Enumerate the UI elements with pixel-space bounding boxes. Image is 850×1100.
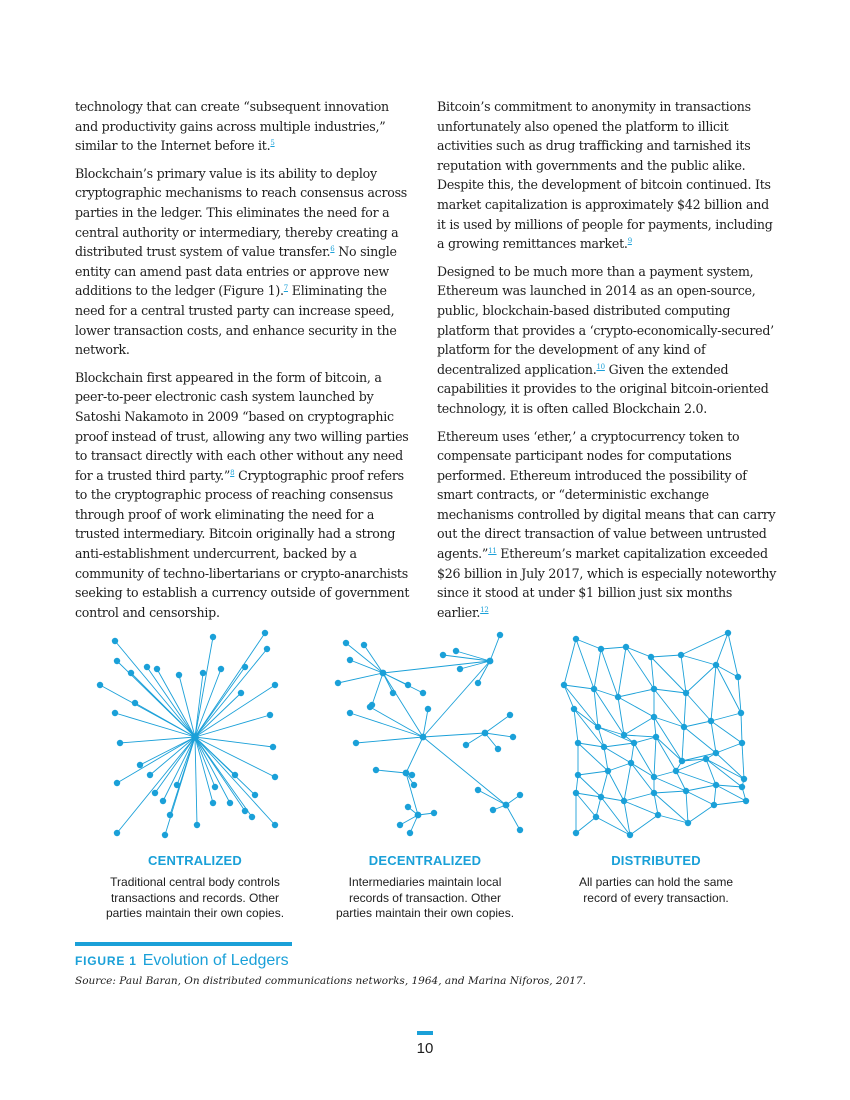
network-link — [654, 791, 686, 793]
network-node — [651, 774, 657, 780]
network-node — [347, 657, 353, 663]
network-link — [564, 639, 576, 685]
network-node — [591, 686, 597, 692]
network-link — [711, 721, 742, 743]
network-node — [272, 774, 278, 780]
network-link — [195, 633, 265, 737]
network-node — [517, 792, 523, 798]
figure-source: Source: Paul Baran, On distributed communications networks, 1964, and Marina Niforos, 2017. — [75, 975, 586, 987]
network-link — [485, 733, 513, 737]
network-link — [594, 689, 618, 697]
decentralized-label: DECENTRALIZED — [368, 853, 482, 868]
network-node — [503, 802, 510, 809]
network-node — [725, 630, 731, 636]
network-node — [238, 690, 244, 696]
network-node — [403, 770, 410, 777]
network-node — [411, 782, 417, 788]
network-link — [608, 771, 624, 801]
network-node — [415, 812, 422, 819]
network-node — [457, 666, 463, 672]
network-link — [681, 655, 716, 665]
network-node — [167, 812, 173, 818]
network-node — [147, 772, 153, 778]
network-node — [132, 700, 138, 706]
network-node — [711, 802, 717, 808]
network-link — [601, 771, 608, 797]
network-node — [575, 740, 581, 746]
distributed-label: DISTRIBUTED — [611, 853, 701, 868]
network-link — [596, 817, 630, 835]
paragraph: Bitcoin’s commitment to anonymity in transactions unfortunately also opened the platform to illicit activities such as drug trafficking and tarnished its reputation with governments and the public alike. Despite this, the development of bitcoin continued. Its market capitalization is approximately $42 billion and it is used by millions of people for payments, including a growing remittances market.$^9$ — [437, 99, 773, 252]
network-link — [686, 785, 716, 791]
network-link — [684, 693, 686, 727]
network-node — [490, 807, 496, 813]
network-link — [684, 721, 711, 727]
network-node — [397, 822, 403, 828]
network-link — [728, 633, 738, 677]
page-number-accent — [417, 1031, 433, 1035]
network-node — [475, 680, 481, 686]
network-link — [711, 721, 716, 753]
network-link — [706, 759, 744, 779]
network-node — [242, 808, 248, 814]
network-node — [713, 662, 719, 668]
network-node — [741, 776, 747, 782]
network-node — [605, 768, 611, 774]
network-link — [490, 635, 500, 661]
network-node — [573, 830, 579, 836]
network-link — [195, 737, 252, 817]
network-node — [601, 744, 607, 750]
network-node — [510, 734, 516, 740]
network-link — [626, 647, 654, 689]
network-node — [623, 644, 629, 650]
network-node — [575, 772, 581, 778]
network-link — [460, 661, 490, 669]
network-node — [571, 706, 577, 712]
network-node — [631, 740, 637, 746]
network-node — [683, 690, 689, 696]
paragraph: Ethereum uses ‘ether,’ a cryptocurrency token to compensate participant nodes for computations performed. Ethereum introduced the possibility of smart contracts, or “deterministic exchange mechanisms controlled by digital means that can carry out the direct transaction of value between untrusted agents.”$^{11}$ Ethereum’s market capitalization exceeded $26 billion in July 2017, which is especially noteworthy since it stood at under $1 billion just six months earlier.$^{12}$ — [437, 428, 777, 620]
figure-name: Evolution of Ledgers — [142, 952, 289, 969]
network-node — [335, 680, 341, 686]
network-node — [685, 820, 691, 826]
network-link — [601, 797, 624, 801]
network-node — [615, 694, 621, 700]
network-node — [405, 682, 411, 688]
network-node — [176, 672, 182, 678]
centralized-network-graphic — [95, 625, 295, 845]
footnote-ref[interactable]: 12 — [480, 605, 489, 614]
network-node — [621, 798, 627, 804]
network-link — [506, 805, 520, 830]
paragraph: technology that can create “subsequent innovation and productivity gains across multiple industries,” similar to the Internet before it.$^5$ — [75, 99, 389, 154]
distributed-network-diagram — [556, 625, 756, 845]
network-node — [162, 832, 168, 838]
network-link — [574, 709, 578, 743]
footnote-ref[interactable]: 5 — [270, 139, 275, 147]
network-link — [564, 685, 574, 709]
network-node — [380, 670, 387, 677]
paragraph: Designed to be much more than a payment system, Ethereum was launched in 2014 as an open-source, public, blockchain-based distributed computing platform that provides a ‘crypto-economically-secured’ platform for the development of any kind of decentralized application.$^{10}$ Given the extended capabilities it provides to the original bitcoin-oriented technology, it is often called Blockchain 2.0. — [437, 263, 774, 416]
network-link — [654, 737, 656, 777]
network-node — [573, 636, 579, 642]
network-link — [656, 737, 676, 771]
network-node — [152, 790, 158, 796]
network-link — [372, 673, 383, 705]
network-node — [267, 712, 273, 718]
network-node — [343, 640, 349, 646]
network-link — [618, 697, 654, 717]
network-node — [160, 798, 166, 804]
network-node — [517, 827, 523, 833]
network-node — [627, 832, 633, 838]
network-node — [405, 804, 411, 810]
network-link — [120, 737, 195, 743]
network-link — [376, 770, 406, 773]
network-node — [482, 730, 489, 737]
network-node — [713, 750, 719, 756]
network-node — [703, 756, 709, 762]
network-link — [618, 697, 624, 735]
footnote-ref[interactable]: 8 — [230, 468, 235, 477]
network-node — [673, 768, 679, 774]
network-node — [651, 714, 657, 720]
network-link — [576, 639, 601, 649]
network-link — [195, 649, 267, 737]
network-node — [361, 642, 367, 648]
network-link — [117, 737, 195, 833]
network-link — [634, 743, 654, 777]
network-link — [631, 763, 654, 777]
network-node — [262, 630, 268, 636]
network-node — [681, 724, 687, 730]
network-link — [576, 817, 596, 833]
network-node — [347, 710, 353, 716]
network-node — [648, 654, 654, 660]
network-node — [252, 792, 258, 798]
network-node — [409, 772, 415, 778]
figure-title — [75, 952, 289, 970]
network-link — [624, 735, 656, 737]
network-node — [598, 646, 604, 652]
footnote-ref[interactable]: 10 — [596, 362, 605, 371]
network-link — [654, 777, 686, 791]
network-link — [618, 647, 626, 697]
network-link — [604, 747, 631, 763]
network-node — [440, 652, 446, 658]
network-link — [195, 737, 255, 795]
network-node — [264, 646, 270, 652]
distributed-caption: All parties can hold the same record of every transaction. — [578, 875, 734, 905]
network-node — [573, 790, 579, 796]
network-link — [686, 665, 716, 693]
network-node — [270, 744, 276, 750]
network-node — [678, 652, 684, 658]
network-link — [147, 667, 195, 737]
network-node — [112, 710, 118, 716]
network-link — [478, 790, 506, 805]
network-node — [353, 740, 359, 746]
centralized-label: CENTRALIZED — [148, 853, 242, 868]
figure-rule — [75, 942, 292, 946]
network-link — [716, 743, 742, 753]
left-text-column — [75, 97, 415, 630]
network-link — [686, 791, 688, 823]
decentralized-network-diagram — [328, 625, 528, 845]
network-link — [578, 771, 608, 775]
network-link — [688, 805, 714, 823]
footnote-ref[interactable]: 6 — [330, 244, 335, 253]
network-node — [683, 788, 689, 794]
network-node — [431, 810, 437, 816]
network-link — [651, 655, 681, 657]
network-link — [576, 793, 596, 817]
network-node — [232, 772, 238, 778]
right-text-column — [437, 97, 777, 630]
network-node — [97, 682, 103, 688]
centralized-network-diagram — [95, 625, 295, 845]
network-node — [738, 710, 744, 716]
network-node — [194, 822, 200, 828]
network-link — [608, 763, 631, 771]
network-link — [195, 737, 273, 747]
network-node — [735, 674, 741, 680]
network-node — [154, 666, 160, 672]
network-link — [485, 715, 510, 733]
distributed-network-graphic — [556, 625, 756, 845]
network-node — [475, 787, 481, 793]
network-link — [604, 743, 634, 747]
network-node — [212, 784, 218, 790]
network-link — [443, 655, 490, 661]
centralized-caption: Traditional central body controls transactions and records. Other parties maintain their own copies. — [105, 875, 285, 920]
network-link — [564, 685, 594, 689]
network-node — [679, 758, 685, 764]
network-node — [200, 670, 206, 676]
network-node — [367, 704, 373, 710]
network-node — [425, 706, 431, 712]
footnote-ref[interactable]: 11 — [488, 546, 497, 555]
page-number: 10 — [416, 1040, 434, 1057]
network-node — [621, 732, 627, 738]
network-link — [654, 689, 686, 693]
network-node — [655, 812, 661, 818]
network-link — [338, 673, 383, 683]
network-link — [456, 651, 490, 661]
network-link — [714, 801, 746, 805]
network-link — [594, 649, 601, 689]
network-node — [495, 746, 501, 752]
network-node — [507, 712, 513, 718]
network-node — [137, 762, 143, 768]
network-link — [624, 801, 630, 835]
network-node — [272, 682, 278, 688]
decentralized-network-graphic — [328, 625, 528, 845]
network-link — [630, 815, 658, 835]
network-node — [114, 780, 120, 786]
network-node — [487, 658, 494, 665]
network-node — [628, 760, 634, 766]
network-node — [117, 740, 123, 746]
network-node — [210, 800, 216, 806]
decentralized-caption: Intermediaries maintain local records of transaction. Other parties maintain their own copies. — [335, 875, 515, 920]
network-link — [423, 733, 485, 737]
network-link — [624, 793, 654, 801]
network-link — [711, 713, 741, 721]
network-node — [407, 830, 413, 836]
network-node — [420, 690, 426, 696]
network-node — [713, 782, 719, 788]
network-link — [423, 661, 490, 737]
network-link — [624, 763, 631, 801]
network-node — [593, 814, 599, 820]
network-node — [453, 648, 459, 654]
figure-number: FIGURE 1 — [75, 954, 137, 968]
network-node — [739, 784, 745, 790]
network-link — [601, 647, 626, 649]
network-link — [711, 665, 716, 721]
network-node — [561, 682, 567, 688]
network-link — [654, 689, 684, 727]
network-node — [242, 664, 248, 670]
network-node — [463, 742, 469, 748]
network-node — [390, 690, 396, 696]
network-link — [618, 689, 654, 697]
network-node — [144, 664, 150, 670]
network-node — [595, 724, 601, 730]
network-node — [191, 733, 199, 741]
network-node — [739, 740, 745, 746]
network-node — [651, 790, 657, 796]
network-node — [174, 782, 180, 788]
network-node — [227, 800, 233, 806]
network-node — [651, 686, 657, 692]
network-link — [576, 639, 594, 689]
paragraph: Blockchain first appeared in the form of bitcoin, a peer-to-peer electronic cash system launched by Satoshi Nakamoto in 2009 “based on cryptographic proof instead of trust, allowing any two willing parties to transact directly with each other without any need for a trusted third party.”$^8$ Cryptographic proof refers to the cryptographic process of reaching consensus through proof of work eliminating the need for a trusted intermediary. Bitcoin originally had a strong anti-establishment undercurrent, backed by a community of techno-libertarians or crypto-anarchists seeking to establish a currency outside of government control and censorship. — [75, 369, 410, 620]
network-link — [681, 655, 686, 693]
network-node — [598, 794, 604, 800]
network-node — [743, 798, 749, 804]
network-node — [210, 634, 216, 640]
network-link — [686, 791, 714, 805]
footnote-ref[interactable]: 9 — [627, 236, 632, 245]
network-link — [651, 657, 654, 689]
network-node — [112, 638, 118, 644]
network-link — [686, 693, 711, 721]
network-link — [624, 717, 654, 735]
network-node — [128, 670, 134, 676]
network-node — [420, 734, 427, 741]
network-node — [114, 830, 120, 836]
network-node — [708, 718, 714, 724]
network-link — [631, 763, 654, 793]
network-link — [356, 737, 423, 743]
network-link — [195, 737, 275, 777]
network-node — [249, 814, 255, 820]
network-node — [272, 822, 278, 828]
network-node — [218, 666, 224, 672]
network-node — [653, 734, 659, 740]
network-link — [195, 737, 197, 825]
network-link — [742, 743, 744, 779]
network-link — [682, 727, 684, 761]
network-link — [634, 737, 656, 743]
network-link — [624, 801, 658, 815]
network-link — [654, 771, 676, 777]
footnote-ref[interactable]: 7 — [283, 284, 288, 293]
network-node — [497, 632, 503, 638]
paragraph: Blockchain’s primary value is its ability to deploy cryptographic mechanisms to reach consensus across parties in the ledger. This eliminates the need for a central authority or intermediary, thereby creating a distributed trust system of value transfer.$^6$ No single entity can amend past data entries or approve new additions to the ledger (Figure 1).$^7$ Eliminating the need for a central trusted party can increase speed, lower transaction costs, and enhance security in the network. — [75, 165, 408, 358]
network-link — [741, 713, 742, 743]
network-node — [373, 767, 379, 773]
network-node — [114, 658, 120, 664]
network-link — [195, 685, 275, 737]
network-link — [406, 737, 423, 773]
network-link — [383, 661, 490, 673]
network-link — [601, 649, 618, 697]
network-link — [684, 727, 716, 753]
